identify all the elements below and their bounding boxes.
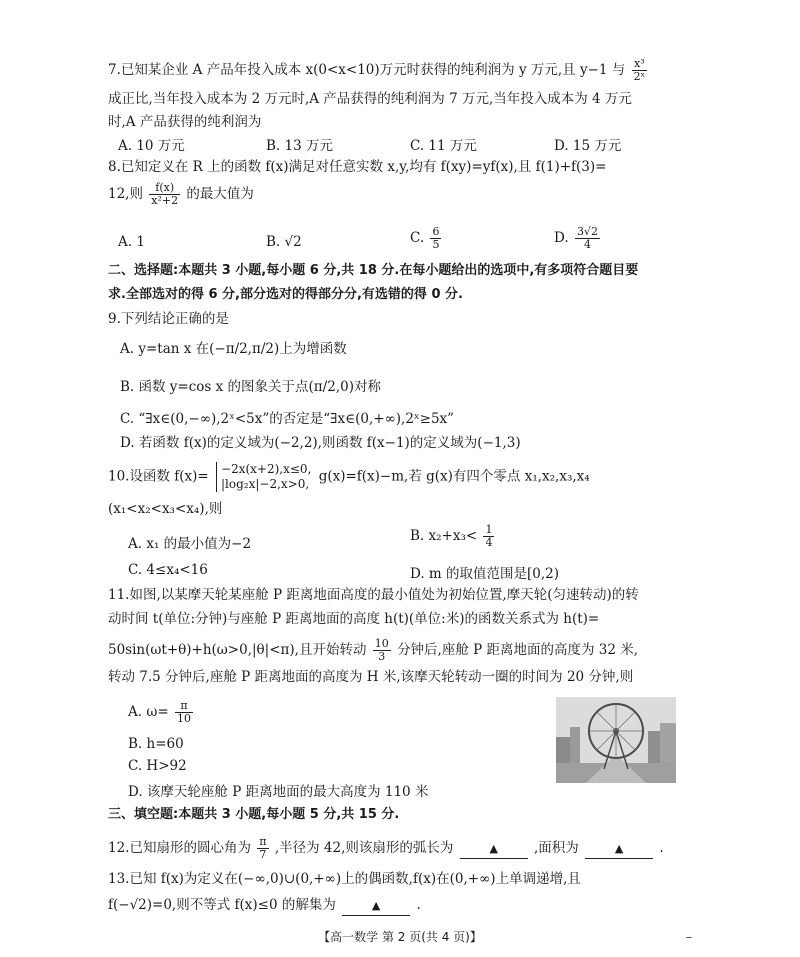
q10-case1: −2x(x+2),x≤0, <box>221 462 312 476</box>
q8-option-d-num: 3√2 <box>576 225 598 238</box>
q12-frac <box>257 836 268 861</box>
q9-option-b: B. 函数 y=cos x 的图象关于点(π/2,0)对称 <box>120 379 381 395</box>
q10-option-d: D. m 的取值范围是[0,2) <box>410 566 560 582</box>
q7-line2: 成正比,当年投入成本为 2 万元时,A 产品获得的纯利润为 7 万元,当年投入成本为 4 万元 <box>108 91 632 107</box>
q11-line2: 动时间 t(单位:分钟)与座舱 P 距离地面的高度 h(t)(单位:米)的函数关系式为 h(t)= <box>108 611 600 627</box>
q8-line2-pre: 12,则 <box>108 186 143 202</box>
q9-option-c: C. “∃x∈(0,−∞),2ˣ<5x”的否定是“∃x∈(0,+∞),2ˣ≥5x” <box>120 411 455 427</box>
triangle-icon: ▲ <box>371 899 381 912</box>
q8-option-c <box>410 226 443 251</box>
q7-option-d: D. 15 万元 <box>554 138 622 154</box>
q10-pre: 10.设函数 f(x)= <box>108 468 209 485</box>
q7-frac-num: x³ <box>632 58 648 71</box>
section2-heading-line1: 二、选择题:本题共 3 小题,每小题 6 分,共 18 分.在每小题给出的选项中,有多项符合题目要 <box>108 263 639 278</box>
q11-line3-num: 10 <box>374 637 389 650</box>
q8-line2-post: 的最大值为 <box>186 186 254 202</box>
q7-line3: 时,A 产品获得的纯利润为 <box>108 114 262 130</box>
q11-line3-den: 3 <box>378 650 386 663</box>
q11-line3-pre: 50sin(ωt+θ)+h(ω>0,|θ|<π),且开始转动 <box>108 642 367 658</box>
q8-option-d-label: D. <box>554 230 569 246</box>
q13-blank[interactable] <box>342 896 410 916</box>
ferris-wheel-photo <box>556 697 676 783</box>
q13-end: . <box>416 897 421 913</box>
q8-option-c-den: 5 <box>432 238 440 251</box>
q10-option-b-den: 4 <box>485 536 493 549</box>
q13-line2 <box>108 896 421 916</box>
q7-option-a: A. 10 万元 <box>118 138 185 154</box>
q12-mid2: ,面积为 <box>533 840 579 856</box>
q8-fraction <box>149 182 180 207</box>
q12-pre: 12.已知扇形的圆心角为 <box>108 840 251 856</box>
q10-post: g(x)=f(x)−m,若 g(x)有四个零点 x₁,x₂,x₃,x₄ <box>318 468 590 485</box>
q7-fraction <box>632 58 648 83</box>
q12-end: . <box>659 840 664 856</box>
q12-num: π <box>259 835 267 848</box>
section3-heading: 三、填空题:本题共 3 小题,每小题 5 分,共 15 分. <box>108 807 400 822</box>
q10-option-c: C. 4≤x₄<16 <box>128 562 208 578</box>
q12-mid: ,半径为 42,则该扇形的弧长为 <box>274 840 454 856</box>
q11-line1: 11.如图,以某摩天轮某座舱 P 距离地面高度的最小值处为初始位置,摩天轮(匀速转动)的转 <box>108 587 639 603</box>
q12-line <box>108 836 664 861</box>
q7-text: 7.已知某企业 A 产品年投入成本 x(0<x<10)万元时获得的纯利润为 y 万元,且 y−1 与 <box>108 62 626 78</box>
q10-option-a: A. x₁ 的最小值为−2 <box>128 536 252 552</box>
q8-option-d <box>554 226 602 251</box>
corner-mark: – <box>686 930 692 944</box>
q8-option-c-frac <box>430 226 441 251</box>
q10-case2: |log₂x|−2,x>0, <box>221 477 310 491</box>
q11-line3 <box>108 638 638 663</box>
q11-option-a-den: 10 <box>176 712 191 725</box>
q8-option-c-num: 6 <box>432 225 440 238</box>
q8-line2 <box>108 182 254 207</box>
q8-option-d-den: 4 <box>583 238 591 251</box>
q11-option-a-num: π <box>175 700 193 713</box>
q8-option-a: A. 1 <box>118 234 145 250</box>
q10-line2: (x₁<x₂<x₃<x₄),则 <box>108 501 223 517</box>
q10-option-b-num: 1 <box>485 523 493 536</box>
q9-stem: 9.下列结论正确的是 <box>108 311 229 327</box>
q11-option-a-pre: A. ω= <box>128 704 169 720</box>
q9-option-a: A. y=tan x 在(−π/2,π/2)上为增函数 <box>120 341 347 357</box>
q10-line1 <box>108 462 590 492</box>
q7-frac-den: 2ˣ <box>633 70 646 83</box>
q8-option-b: B. √2 <box>266 234 302 250</box>
q11-line3-frac <box>373 638 391 663</box>
q11-option-b: B. h=60 <box>128 736 184 752</box>
q7-option-c: C. 11 万元 <box>410 138 477 154</box>
q11-option-d: D. 该摩天轮座舱 P 距离地面的最大高度为 110 米 <box>128 784 429 800</box>
q10-piecewise <box>216 462 311 492</box>
triangle-icon: ▲ <box>489 842 498 855</box>
q13-line1: 13.已知 f(x)为定义在(−∞,0)∪(0,+∞)上的偶函数,f(x)在(0,+∞)上单调递增,且 <box>108 871 581 887</box>
q8-line1: 8.已知定义在 R 上的函数 f(x)满足对任意实数 x,y,均有 f(xy)=yf(x),且 f(1)+f(3)= <box>108 159 607 175</box>
q10-option-b-pre: B. x₂+x₃< <box>410 528 478 544</box>
q8-frac-den: x²+2 <box>151 194 179 207</box>
section2-heading-line2: 求.全部选对的得 6 分,部分选对的得部分分,有选错的得 0 分. <box>108 287 463 302</box>
q8-option-c-label: C. <box>410 230 425 246</box>
q11-line4: 转动 7.5 分钟后,座舱 P 距离地面的高度为 H 米,该摩天轮转动一圈的时间为 20 分钟,则 <box>108 669 634 685</box>
q11-option-c: C. H>92 <box>128 758 187 774</box>
q13-line2-text: f(−√2)=0,则不等式 f(x)≤0 的解集为 <box>108 897 336 913</box>
q10-option-b-frac <box>483 524 494 549</box>
q12-den: 7 <box>259 848 267 861</box>
q8-option-d-frac <box>575 226 600 251</box>
triangle-icon: ▲ <box>614 842 624 855</box>
q7-line1 <box>108 58 649 83</box>
q11-option-a-frac <box>175 700 193 725</box>
q12-blank-area[interactable] <box>585 839 653 859</box>
q8-frac-num: f(x) <box>149 182 180 195</box>
page-footer: 【高一数学 第 2 页(共 4 页)】 <box>318 930 482 944</box>
q7-option-b: B. 13 万元 <box>266 138 333 154</box>
ferris-wheel-image <box>556 697 676 783</box>
q9-option-d: D. 若函数 f(x)的定义域为(−2,2),则函数 f(x−1)的定义域为(−1,3) <box>120 435 521 451</box>
q12-blank-arc[interactable] <box>460 839 528 859</box>
q11-line3-post: 分钟后,座舱 P 距离地面的高度为 32 米, <box>397 642 639 658</box>
q10-option-b <box>410 524 496 549</box>
q11-option-a <box>128 700 195 725</box>
